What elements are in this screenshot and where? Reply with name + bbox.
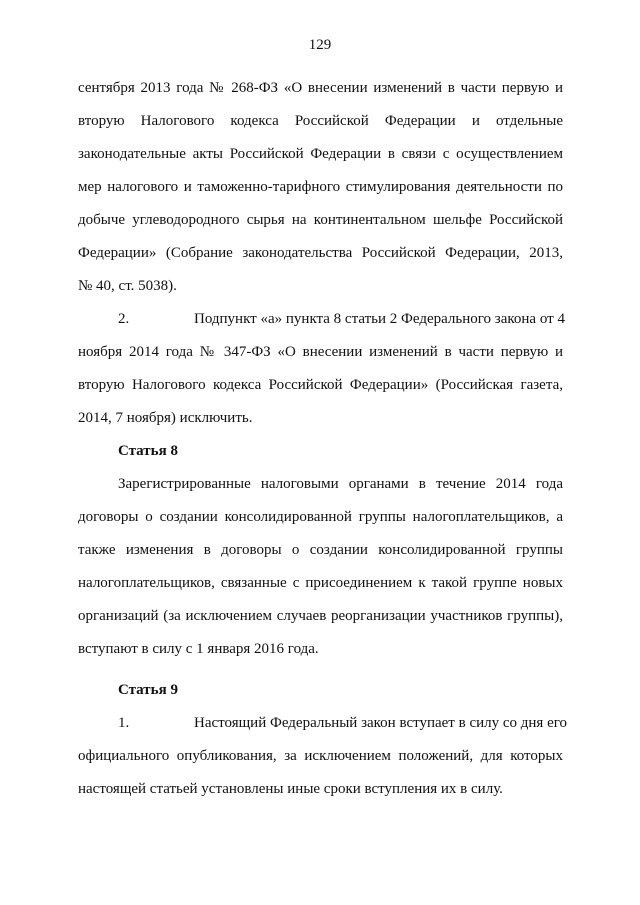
text-line: вторую Налогового кодекса Российской Федерации и отдельные	[78, 113, 563, 129]
text-line: официального опубликования, за исключением положений, для которых	[78, 748, 563, 764]
text-line: Зарегистрированные налоговыми органами в течение 2014 года	[118, 476, 563, 492]
text-line: Федерации» (Собрание законодательства Российской Федерации, 2013,	[78, 245, 563, 261]
item-number: 1.	[118, 715, 130, 731]
text-line: ноября 2014 года № 347-ФЗ «О внесении изменений в части первую и	[78, 344, 563, 360]
text-line: налогоплательщиков, связанные с присоединением к такой группе новых	[78, 575, 563, 591]
item-text: Подпункт «а» пункта 8 статьи 2 Федерального закона от 4	[194, 311, 565, 327]
item-text: Настоящий Федеральный закон вступает в силу со дня его	[194, 715, 568, 731]
paragraph-article-9-item-1	[78, 707, 568, 806]
text-line: также изменения в договоры о создании консолидированной группы	[78, 542, 563, 558]
text-line	[78, 303, 563, 336]
text-line: вступают в силу с 1 января 2016 года.	[78, 641, 319, 657]
text-line: сентября 2013 года № 268-ФЗ «О внесении изменений в части первую и	[78, 80, 563, 96]
text-line: законодательные акты Российской Федерации в связи с осуществлением	[78, 146, 563, 162]
spacer	[78, 666, 563, 674]
document-body	[78, 72, 568, 806]
text-line: договоры о создании консолидированной группы налогоплательщиков, а	[78, 509, 563, 525]
text-line: организаций (за исключением случаев реорганизации участников группы),	[78, 608, 563, 624]
text-line: вторую Налогового кодекса Российской Федерации» (Российская газета,	[78, 377, 563, 393]
page-number: 129	[308, 37, 332, 53]
text-line: мер налогового и таможенно-тарифного стимулирования деятельности по	[78, 179, 563, 195]
text-line: № 40, ст. 5038).	[78, 278, 177, 294]
paragraph-amendment-268fz	[78, 72, 563, 303]
text-line	[78, 707, 568, 740]
text-line: 2014, 7 ноября) исключить.	[78, 410, 253, 426]
paragraph-item-2	[78, 303, 563, 435]
text-line: настоящей статьей установлены иные сроки вступления их в силу.	[78, 781, 503, 797]
article-9-heading: Статья 9	[118, 682, 178, 698]
text-line: добыче углеводородного сырья на континентальном шельфе Российской	[78, 212, 563, 228]
paragraph-article-8	[78, 468, 563, 666]
item-number: 2.	[118, 311, 130, 327]
article-8-heading: Статья 8	[118, 443, 178, 459]
